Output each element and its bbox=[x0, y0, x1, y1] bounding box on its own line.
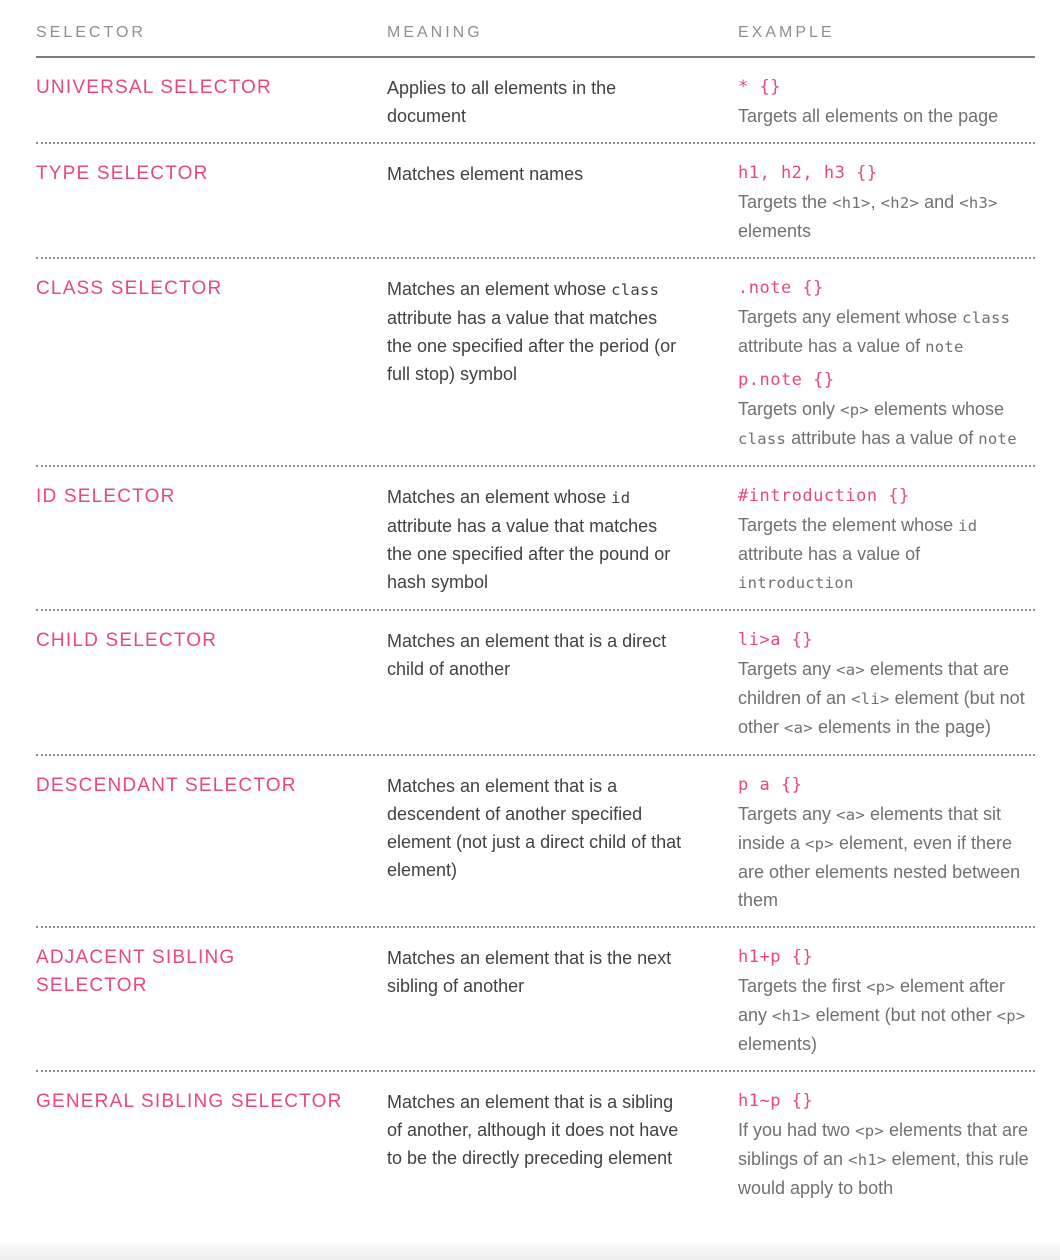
example-description bbox=[738, 1116, 1035, 1202]
table-row bbox=[36, 257, 1035, 465]
selector-cell bbox=[36, 772, 387, 914]
text-segment: element, even if there are other elements nested between them bbox=[738, 833, 1021, 910]
example-description bbox=[738, 188, 1035, 245]
example-code: p.note {} bbox=[738, 370, 835, 390]
selector-cell bbox=[36, 160, 387, 245]
example-code: .note {} bbox=[738, 278, 824, 298]
meaning-cell bbox=[387, 627, 738, 742]
text-segment: attribute has a value of bbox=[738, 544, 921, 564]
text-segment: element after any bbox=[738, 976, 1006, 1025]
selector-name: ADJACENT SIBLING SELECTOR bbox=[36, 947, 236, 996]
text-segment: element (but not other bbox=[810, 1005, 997, 1025]
example-description bbox=[738, 102, 1035, 130]
example-description bbox=[738, 511, 1035, 597]
inline-code: id bbox=[611, 489, 631, 507]
inline-code: <p> bbox=[996, 1007, 1026, 1025]
text-segment: Targets any bbox=[738, 804, 837, 824]
text-segment: Matches an element that is the next sibling of another bbox=[387, 948, 672, 996]
text-segment: Targets the element whose bbox=[738, 515, 959, 535]
inline-code: introduction bbox=[738, 574, 854, 592]
text-segment: attribute has a value that matches the one specified after the period (or full stop) symbol bbox=[387, 308, 677, 384]
example-cell bbox=[738, 74, 1035, 130]
selector-name: CLASS SELECTOR bbox=[36, 278, 223, 299]
text-segment: element, this rule would apply to both bbox=[738, 1149, 1029, 1198]
example-description bbox=[738, 655, 1035, 742]
example-cell bbox=[738, 483, 1035, 597]
example-description bbox=[738, 303, 1035, 361]
column-header-meaning: MEANING bbox=[387, 24, 483, 41]
selector-name: GENERAL SIBLING SELECTOR bbox=[36, 1091, 343, 1112]
text-segment: Targets any element whose bbox=[738, 307, 963, 327]
text-segment: elements that sit inside a bbox=[738, 804, 1002, 853]
text-segment: Matches an element whose bbox=[387, 279, 612, 299]
meaning-cell bbox=[387, 1088, 738, 1202]
meaning-cell bbox=[387, 275, 738, 453]
selector-name: DESCENDANT SELECTOR bbox=[36, 775, 297, 796]
inline-code: <a> bbox=[836, 661, 865, 679]
text-segment: elements in the page) bbox=[812, 717, 992, 737]
table-row bbox=[36, 1070, 1035, 1214]
text-segment: Matches an element that is a direct child of another bbox=[387, 631, 667, 679]
text-segment: and bbox=[919, 192, 960, 212]
example-description bbox=[738, 800, 1035, 914]
inline-code: <h1> bbox=[848, 1151, 887, 1169]
text-segment: Applies to all elements in the document bbox=[387, 78, 617, 126]
meaning-cell bbox=[387, 944, 738, 1058]
page-bottom-shading bbox=[0, 1238, 1060, 1260]
text-segment: Matches an element whose bbox=[387, 487, 612, 507]
text-segment: Targets only bbox=[738, 399, 841, 419]
text-segment: Matches an element that is a descendent of another specified element (not just a direct child of that element) bbox=[387, 776, 682, 880]
meaning-cell bbox=[387, 772, 738, 914]
inline-code: <li> bbox=[851, 690, 890, 708]
text-segment: elements) bbox=[738, 1034, 818, 1054]
example-code: li>a {} bbox=[738, 630, 814, 650]
selector-table-body bbox=[36, 58, 1035, 1214]
inline-code: <h1> bbox=[832, 194, 871, 212]
table-row bbox=[36, 926, 1035, 1070]
example-code: h1+p {} bbox=[738, 947, 814, 967]
table-row bbox=[36, 142, 1035, 257]
selector-name: TYPE SELECTOR bbox=[36, 163, 209, 184]
example-description bbox=[738, 972, 1035, 1058]
text-segment: elements whose bbox=[868, 399, 1005, 419]
selector-name: CHILD SELECTOR bbox=[36, 630, 218, 651]
selector-cell bbox=[36, 944, 387, 1058]
example-cell bbox=[738, 772, 1035, 914]
text-segment: Matches element names bbox=[387, 164, 584, 184]
table-row bbox=[36, 754, 1035, 926]
inline-code: id bbox=[958, 517, 978, 535]
text-segment: Targets the bbox=[738, 192, 833, 212]
table-row bbox=[36, 465, 1035, 609]
text-segment: , bbox=[870, 192, 881, 212]
selector-cell bbox=[36, 627, 387, 742]
example-cell bbox=[738, 1088, 1035, 1202]
meaning-cell bbox=[387, 483, 738, 597]
example-code: * {} bbox=[738, 77, 781, 97]
example-cell bbox=[738, 627, 1035, 742]
example-code: h1, h2, h3 {} bbox=[738, 163, 878, 183]
inline-code: <a> bbox=[836, 806, 865, 824]
column-header-example: EXAMPLE bbox=[738, 24, 835, 41]
table-header-row bbox=[36, 22, 1035, 58]
text-segment: Targets all elements on the page bbox=[738, 106, 999, 126]
text-segment: If you had two bbox=[738, 1120, 856, 1140]
selector-name: UNIVERSAL SELECTOR bbox=[36, 77, 272, 98]
table-row bbox=[36, 609, 1035, 754]
inline-code: class bbox=[962, 309, 1011, 327]
example-cell bbox=[738, 275, 1035, 453]
text-segment: Targets any bbox=[738, 659, 837, 679]
text-segment: elements bbox=[738, 221, 812, 241]
inline-code: class bbox=[738, 430, 787, 448]
column-header-selector: SELECTOR bbox=[36, 24, 146, 41]
text-segment: elements that are children of an bbox=[738, 659, 1010, 708]
selector-name: ID SELECTOR bbox=[36, 486, 176, 507]
inline-code: <p> bbox=[855, 1122, 884, 1140]
text-segment: Targets the first bbox=[738, 976, 867, 996]
example-cell bbox=[738, 944, 1035, 1058]
inline-code: <p> bbox=[840, 401, 869, 419]
inline-code: class bbox=[611, 281, 660, 299]
selector-cell bbox=[36, 275, 387, 453]
inline-code: note bbox=[925, 338, 964, 356]
meaning-cell bbox=[387, 160, 738, 245]
inline-code: <h3> bbox=[959, 194, 998, 212]
text-segment: attribute has a value of bbox=[738, 336, 926, 356]
example-code: #introduction {} bbox=[738, 486, 910, 506]
text-segment: attribute has a value of bbox=[786, 428, 979, 448]
inline-code: <a> bbox=[784, 719, 813, 737]
inline-code: note bbox=[978, 430, 1017, 448]
selector-cell bbox=[36, 483, 387, 597]
example-code: h1~p {} bbox=[738, 1091, 814, 1111]
text-segment: elements that are siblings of an bbox=[738, 1120, 1029, 1169]
text-segment: Matches an element that is a sibling of another, although it does not have to be the directly preceding element bbox=[387, 1092, 679, 1168]
text-segment: element (but not other bbox=[738, 688, 1025, 737]
selector-cell bbox=[36, 74, 387, 130]
meaning-cell bbox=[387, 74, 738, 130]
example-code: p a {} bbox=[738, 775, 803, 795]
example-cell bbox=[738, 160, 1035, 245]
selector-cell bbox=[36, 1088, 387, 1202]
inline-code: <h2> bbox=[880, 194, 920, 212]
example-description bbox=[738, 395, 1035, 453]
inline-code: <h1> bbox=[772, 1007, 811, 1025]
inline-code: <p> bbox=[866, 978, 895, 996]
table-row bbox=[36, 58, 1035, 142]
text-segment: attribute has a value that matches the one specified after the pound or hash symbol bbox=[387, 516, 671, 592]
inline-code: <p> bbox=[805, 835, 834, 853]
